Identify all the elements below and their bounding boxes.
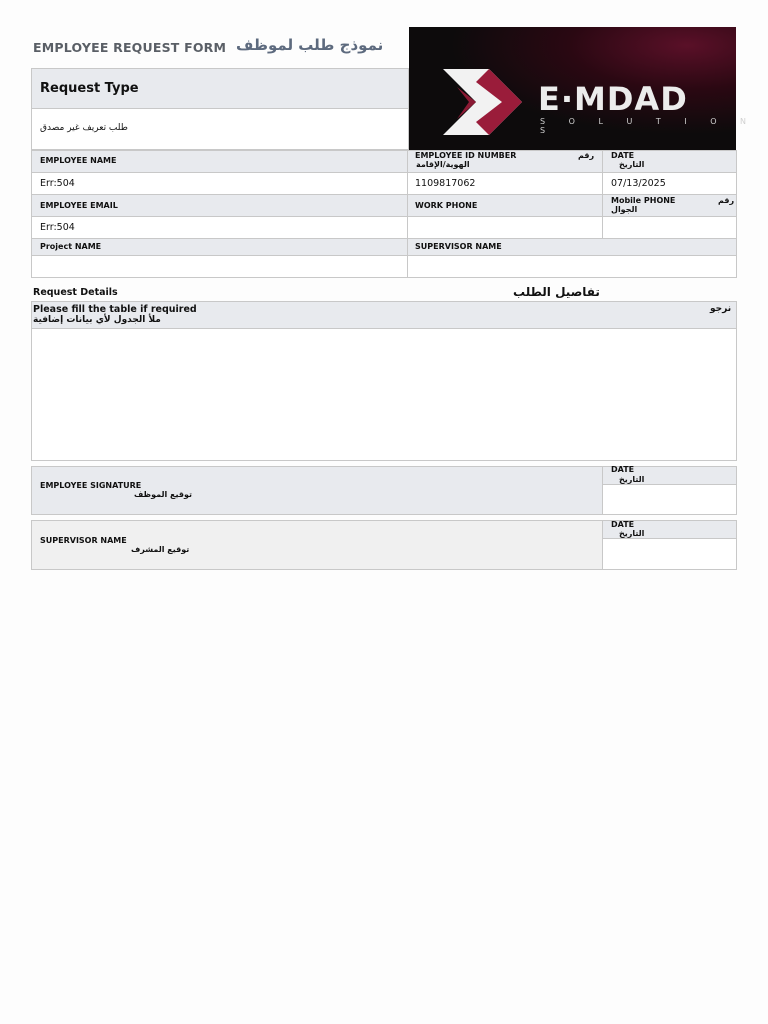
employee-email-value[interactable]: Err:504 xyxy=(40,222,75,233)
work-phone-label: WORK PHONE xyxy=(415,201,478,210)
employee-id-label-ar-2: الهوية/الإقامة xyxy=(416,160,470,169)
request-type-value: طلب تعريف غير مصدق xyxy=(40,123,128,133)
date-value[interactable]: 07/13/2025 xyxy=(611,178,666,189)
supervisor-signature-date-field[interactable] xyxy=(603,539,736,569)
request-details-input[interactable] xyxy=(32,329,736,460)
mobile-phone-label-ar-2: الجوال xyxy=(611,205,638,214)
project-name-field[interactable] xyxy=(32,256,407,277)
supervisor-signature-label-ar: توقيع المشرف xyxy=(131,545,190,554)
employee-signature-date-label-ar: التاريخ xyxy=(619,475,645,484)
instruction-text-ar-1: نرجو xyxy=(710,304,732,314)
employee-id-label: EMPLOYEE ID NUMBER xyxy=(415,151,517,160)
employee-signature-date-label: DATE xyxy=(611,465,635,474)
row3-header xyxy=(32,238,736,255)
instruction-text-ar-2: ملأ الجدول لأي بيانات إضافية xyxy=(33,315,161,325)
employee-id-value[interactable]: 1109817062 xyxy=(415,178,476,189)
employee-name-label: EMPLOYEE NAME xyxy=(40,156,117,165)
supervisor-signature-date-label-ar: التاريخ xyxy=(619,529,645,538)
supervisor-name-field[interactable] xyxy=(408,256,736,277)
request-details-label-ar: تفاصيل الطلب xyxy=(513,285,600,299)
employee-id-label-ar-1: رقم xyxy=(578,151,595,160)
instruction-text: Please fill the table if required xyxy=(33,304,197,315)
employee-email-label: EMPLOYEE EMAIL xyxy=(40,201,118,210)
supervisor-signature-label: SUPERVISOR NAME xyxy=(40,536,127,545)
logo-text: E·MDAD xyxy=(538,80,688,118)
employee-signature-label-ar: توقيع الموظف xyxy=(134,490,192,499)
employee-name-value[interactable]: Err:504 xyxy=(40,178,75,189)
date-label-ar: التاريخ xyxy=(619,160,645,169)
form-title: EMPLOYEE REQUEST FORM xyxy=(33,40,227,55)
employee-signature-label: EMPLOYEE SIGNATURE xyxy=(40,481,142,490)
request-details-label: Request Details xyxy=(33,287,118,298)
logo-tagline: S O L U T I O N S xyxy=(540,117,757,135)
supervisor-name-label: SUPERVISOR NAME xyxy=(415,242,502,251)
form-title-arabic: نموذج طلب لموظف xyxy=(236,36,384,54)
request-type-label: Request Type xyxy=(40,81,139,96)
date-label: DATE xyxy=(611,151,635,160)
project-name-label: Project NAME xyxy=(40,242,102,251)
mobile-phone-label: Mobile PHONE xyxy=(611,196,676,205)
supervisor-signature-date-label: DATE xyxy=(611,520,635,529)
employee-signature-date-field[interactable] xyxy=(603,485,736,514)
mobile-phone-label-ar-1: رقم xyxy=(718,196,735,205)
